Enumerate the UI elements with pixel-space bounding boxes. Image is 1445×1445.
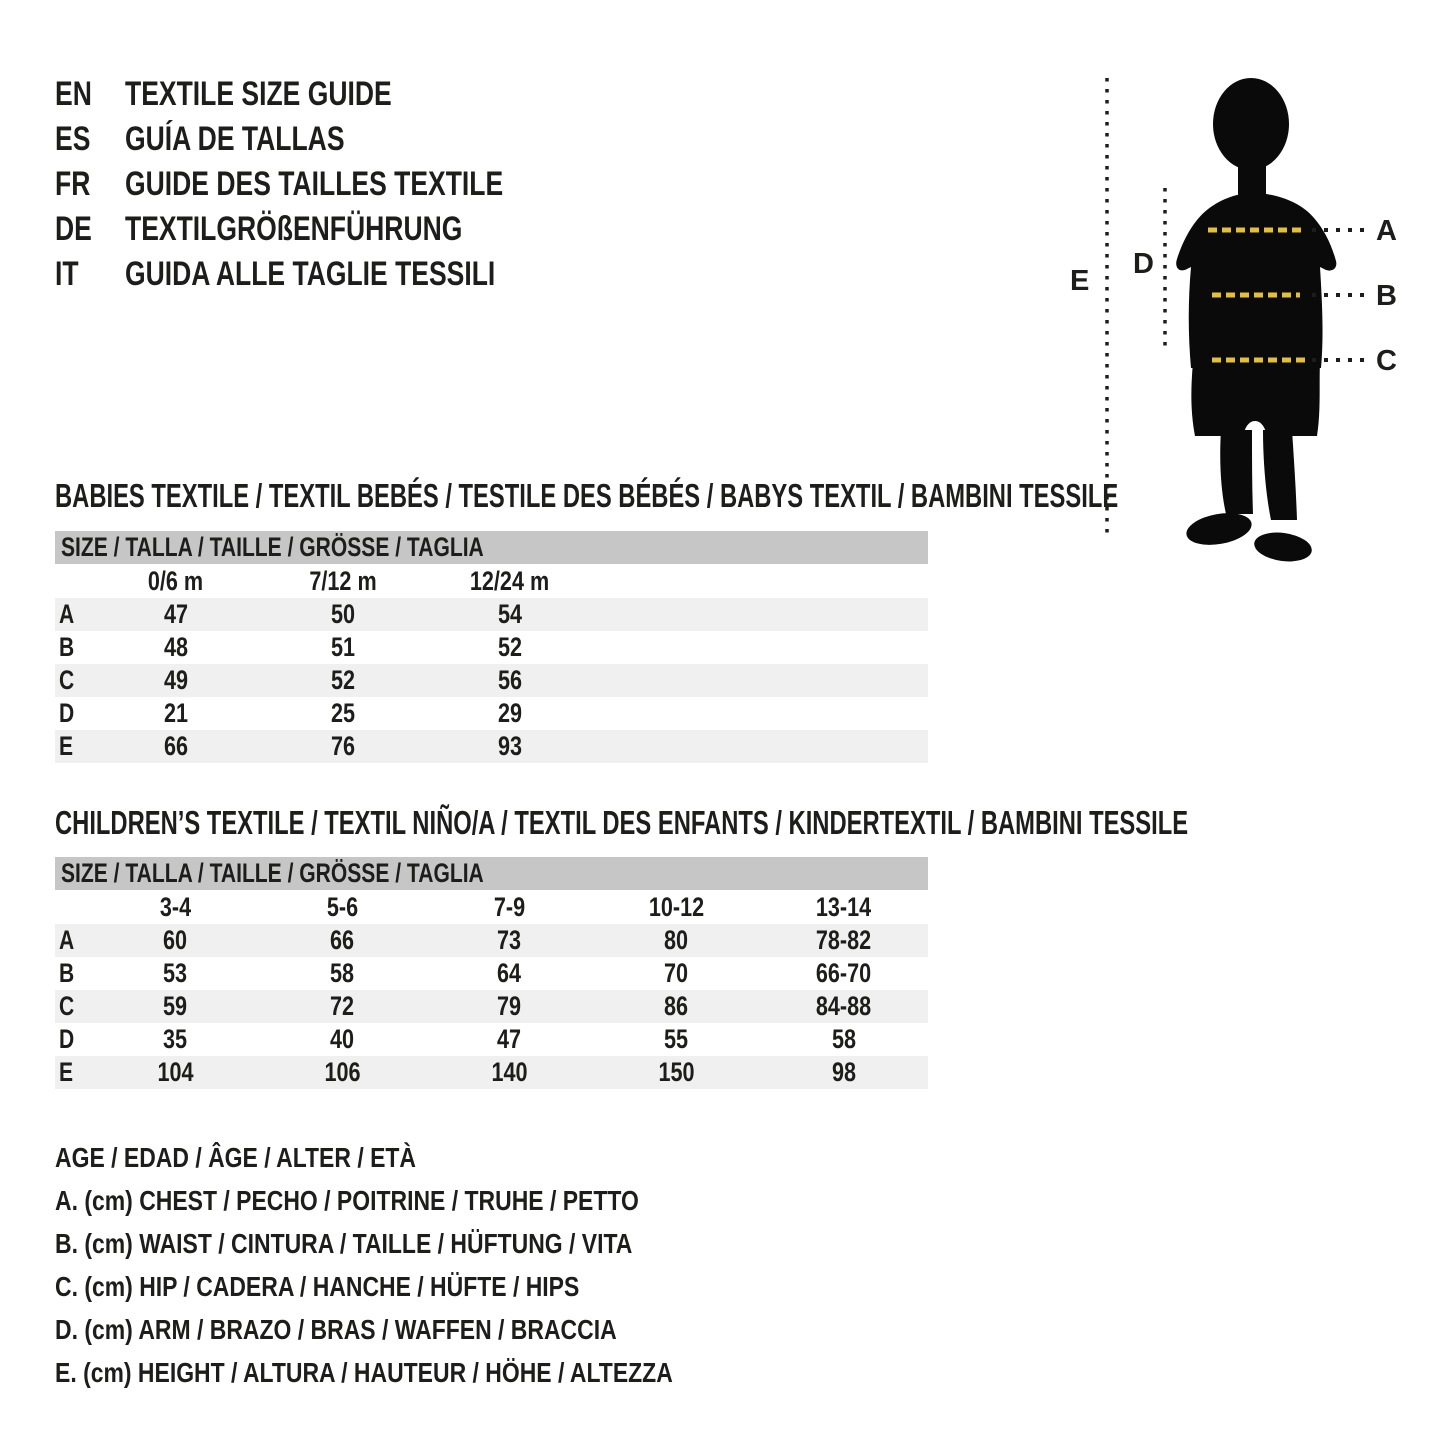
page-title-fr: GUIDE DES TAILLES TEXTILE [125,165,504,203]
arm-label: D [1133,248,1154,280]
language-code-en: EN [55,75,92,113]
cell: 80 [664,925,689,955]
table-row [55,1023,928,1056]
cell: 47 [497,1024,522,1054]
cell: 21 [163,698,188,728]
chest-label: A [1376,215,1397,247]
children-table [55,857,928,1089]
table-row [55,957,928,990]
legend-line-waist: B. (cm) WAIST / CINTURA / TAILLE / HÜFTUNG / VITA [55,1227,633,1259]
legend-line-arm: D. (cm) ARM / BRAZO / BRAS / WAFFEN / BRACCIA [55,1313,617,1345]
page-title-de: TEXTILGRÖßENFÜHRUNG [125,210,463,248]
cell: 66 [163,731,188,761]
column-header: 3-4 [159,891,192,922]
cell: 55 [664,1024,689,1054]
page-title-it: GUIDA ALLE TAGLIE TESSILI [125,255,496,293]
row-label: D [59,1024,75,1054]
children-column-header-row [55,890,928,924]
cell: 64 [497,958,522,988]
language-row-fr [55,162,955,207]
title-block [55,72,955,297]
language-code-fr: FR [55,165,91,203]
cell: 59 [163,991,188,1021]
cell: 73 [497,925,522,955]
table-row [55,697,928,730]
cell: 104 [157,1057,194,1087]
language-row-en [55,72,955,117]
row-label: D [59,698,75,728]
cell: 52 [497,632,522,662]
table-row [55,598,928,631]
cell: 140 [491,1057,528,1087]
column-header: 0/6 m [147,565,204,596]
cell: 106 [324,1057,361,1087]
legend-line-hip: C. (cm) HIP / CADERA / HANCHE / HÜFTE / HIPS [55,1270,580,1302]
cell: 40 [330,1024,355,1054]
babies-table-header-bar [55,531,928,564]
table-row [55,1056,928,1089]
babies-column-header-row [55,564,928,598]
legend-line-chest: A. (cm) CHEST / PECHO / POITRINE / TRUHE / PETTO [55,1184,639,1216]
cell: 60 [163,925,188,955]
row-label: C [59,991,75,1021]
cell: 51 [330,632,355,662]
legend-line-height: E. (cm) HEIGHT / ALTURA / HAUTEUR / HÖHE / ALTEZZA [55,1356,673,1388]
column-header: 7-9 [493,891,526,922]
row-label: C [59,665,75,695]
cell: 76 [330,731,355,761]
legend-line-age: AGE / EDAD / ÂGE / ALTER / ETÀ [55,1141,417,1173]
cell: 53 [163,958,188,988]
language-row-de [55,207,955,252]
cell: 84-88 [816,991,872,1021]
babies-section-title: BABIES TEXTILE / TEXTIL BEBÉS / TESTILE DES BÉBÉS / BABYS TEXTIL / BAMBINI TESSILE [55,477,1119,514]
cell: 48 [163,632,188,662]
table-row [55,664,928,697]
waist-label: B [1376,280,1397,312]
table-row [55,990,928,1023]
cell: 93 [497,731,522,761]
row-label: B [59,632,75,662]
cell: 58 [330,958,355,988]
children-table-header-text: SIZE / TALLA / TAILLE / GRÖSSE / TAGLIA [61,858,484,888]
row-label: B [59,958,75,988]
page-title-es: GUÍA DE TALLAS [125,120,345,158]
column-header: 7/12 m [309,565,377,596]
cell: 50 [330,599,355,629]
cell: 78-82 [816,925,872,955]
cell: 47 [163,599,188,629]
height-label: E [1070,265,1090,297]
children-table-header-bar [55,857,928,890]
row-label: A [59,599,75,629]
children-section-title: CHILDREN’S TEXTILE / TEXTIL NIÑO/A / TEXTIL DES ENFANTS / KINDERTEXTIL / BAMBINI TESSILE [55,804,1189,841]
cell: 98 [831,1057,857,1087]
cell: 25 [330,698,355,728]
table-row [55,631,928,664]
column-header: 12/24 m [470,565,550,596]
language-code-it: IT [55,255,79,293]
page-title-en: TEXTILE SIZE GUIDE [125,75,392,113]
babies-table-header-text: SIZE / TALLA / TAILLE / GRÖSSE / TAGLIA [61,532,484,562]
cell: 35 [163,1024,188,1054]
language-row-it [55,252,955,297]
cell: 29 [497,698,522,728]
row-label: E [59,731,74,761]
row-label: E [59,1057,74,1087]
cell: 72 [330,991,355,1021]
language-code-es: ES [55,120,91,158]
measurement-legend [55,1136,955,1394]
column-header: 13-14 [816,891,872,922]
cell: 86 [664,991,689,1021]
cell: 56 [497,665,522,695]
cell: 66 [330,925,355,955]
hip-label: C [1376,345,1397,377]
cell: 49 [163,665,188,695]
cell: 70 [664,958,689,988]
cell: 54 [497,599,522,629]
table-row [55,924,928,957]
language-code-de: DE [55,210,92,248]
cell: 58 [831,1024,857,1054]
babies-table [55,531,928,763]
cell: 79 [497,991,522,1021]
cell: 66-70 [816,958,872,988]
column-header: 5-6 [326,891,359,922]
cell: 150 [658,1057,695,1087]
language-row-es [55,117,955,162]
cell: 52 [330,665,355,695]
row-label: A [59,925,75,955]
table-row [55,730,928,763]
column-header: 10-12 [648,891,705,922]
